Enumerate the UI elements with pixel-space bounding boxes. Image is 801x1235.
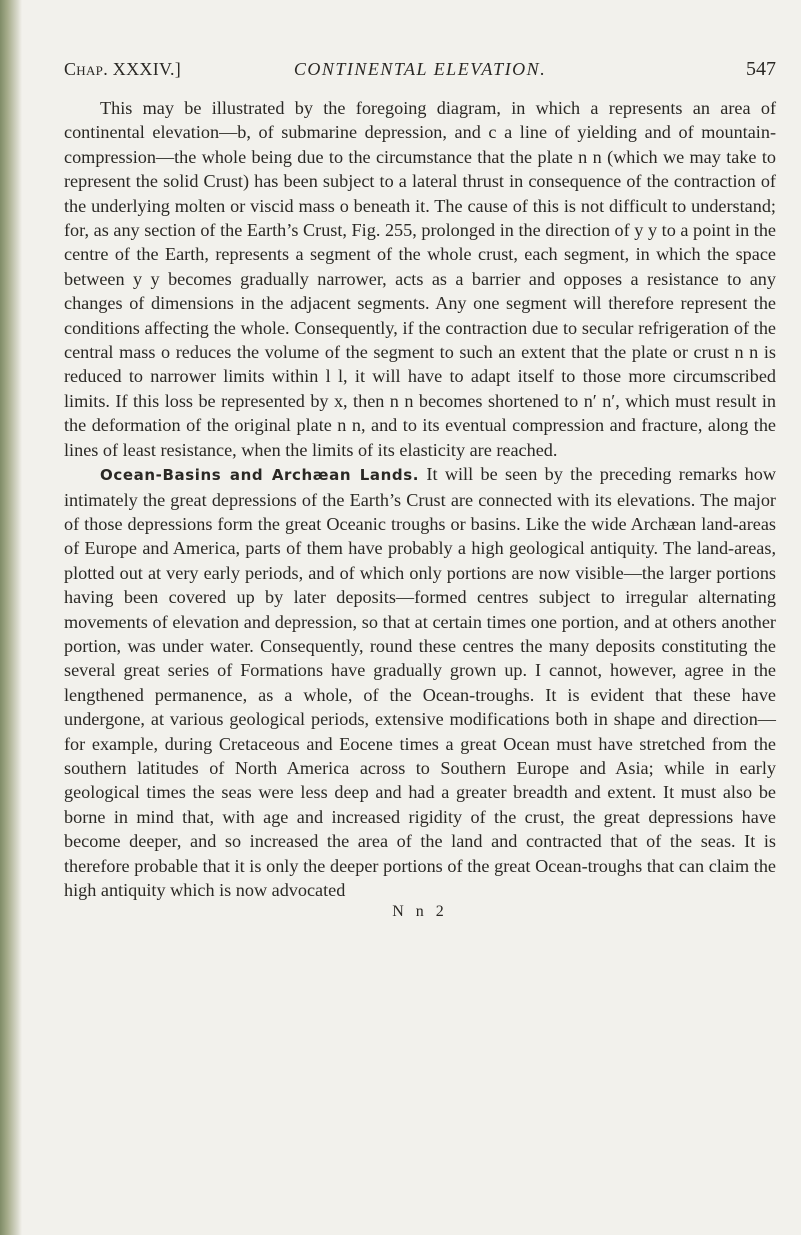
running-head	[64, 54, 776, 84]
signature-mark: N n 2	[392, 903, 448, 921]
body-text	[64, 96, 776, 902]
section-heading: Ocean-Basins and Archæan Lands.	[100, 466, 420, 485]
binding-gutter	[0, 0, 22, 1235]
paragraph-ocean-basins	[64, 462, 776, 902]
paragraph-ocean-basins-text: It will be seen by the preceding remarks how intimately the great depressions of the Earth’s Crust are connected with its elevations. The major of those depressions form the great Oceanic troughs or basins. Like the wide Archæan land-areas of Europe and America, parts of them have probably a high geological antiquity. The land-areas, plotted out at very early periods, and of which only portions are now visible—the larger portions having been covered up by later deposits—formed centres subject to irregular alternating movements of elevation and depression, so that at certain times one portion, and at others another portion, was under water. Consequently, round these centres the many deposits constituting the several great series of Formations have gradually grown up. I cannot, however, agree in the lengthened permanence, as a whole, of the Ocean-troughs. It is evident that these have undergone, at various geological periods, extensive modifications both in shape and direction—for example, during Cretaceous and Eocene times a great Ocean must have stretched from the southern latitudes of North America across to Southern Europe and Asia; while in early geological times the seas were less deep and had a greater breadth and extent. It must also be borne in mind that, with age and increased rigidity of the crust, the great depressions have become deeper, and so increased the area of the land and contracted that of the seas. It is therefore probable that it is only the deeper portions of the great Ocean-troughs that can claim the high antiquity which is now advocated	[64, 464, 777, 900]
paragraph-diagram-explanation: This may be illustrated by the foregoing diagram, in which a represents an area of continental elevation—b, of submarine depression, and c a line of yielding and of mountain-compression—the whole being due to the circumstance that the plate n n (which we may take to represent the solid Crust) has been subject to a lateral thrust in consequence of the contraction of the underlying molten or viscid mass o beneath it. The cause of this is not difficult to understand; for, as any section of the Earth’s Crust, Fig. 255, prolonged in the direction of y y to a point in the centre of the Earth, represents a segment of the whole crust, each segment, in which the space between y y becomes gradually narrower, acts as a barrier and opposes a resistance to any changes of dimensions in the adjacent segments. Any one segment will therefore represent the conditions affecting the whole. Consequently, if the contraction due to secular refrigeration of the central mass o reduces the volume of the segment to such an extent that the plate or crust n n is reduced to narrower limits within l l, it will have to adapt itself to those more circumscribed limits. If this loss be represented by x, then n n becomes shortened to n′ n′, which must result in the deformation of the original plate n n, and to its eventual compression and fracture, along the lines of least resistance, when the limits of its elasticity are reached.	[64, 98, 776, 460]
book-page	[64, 54, 776, 922]
chapter-label: Chap. XXXIV.]	[64, 59, 182, 79]
page-number: 547	[746, 58, 776, 80]
running-title: CONTINENTAL ELEVATION.	[293, 59, 547, 79]
